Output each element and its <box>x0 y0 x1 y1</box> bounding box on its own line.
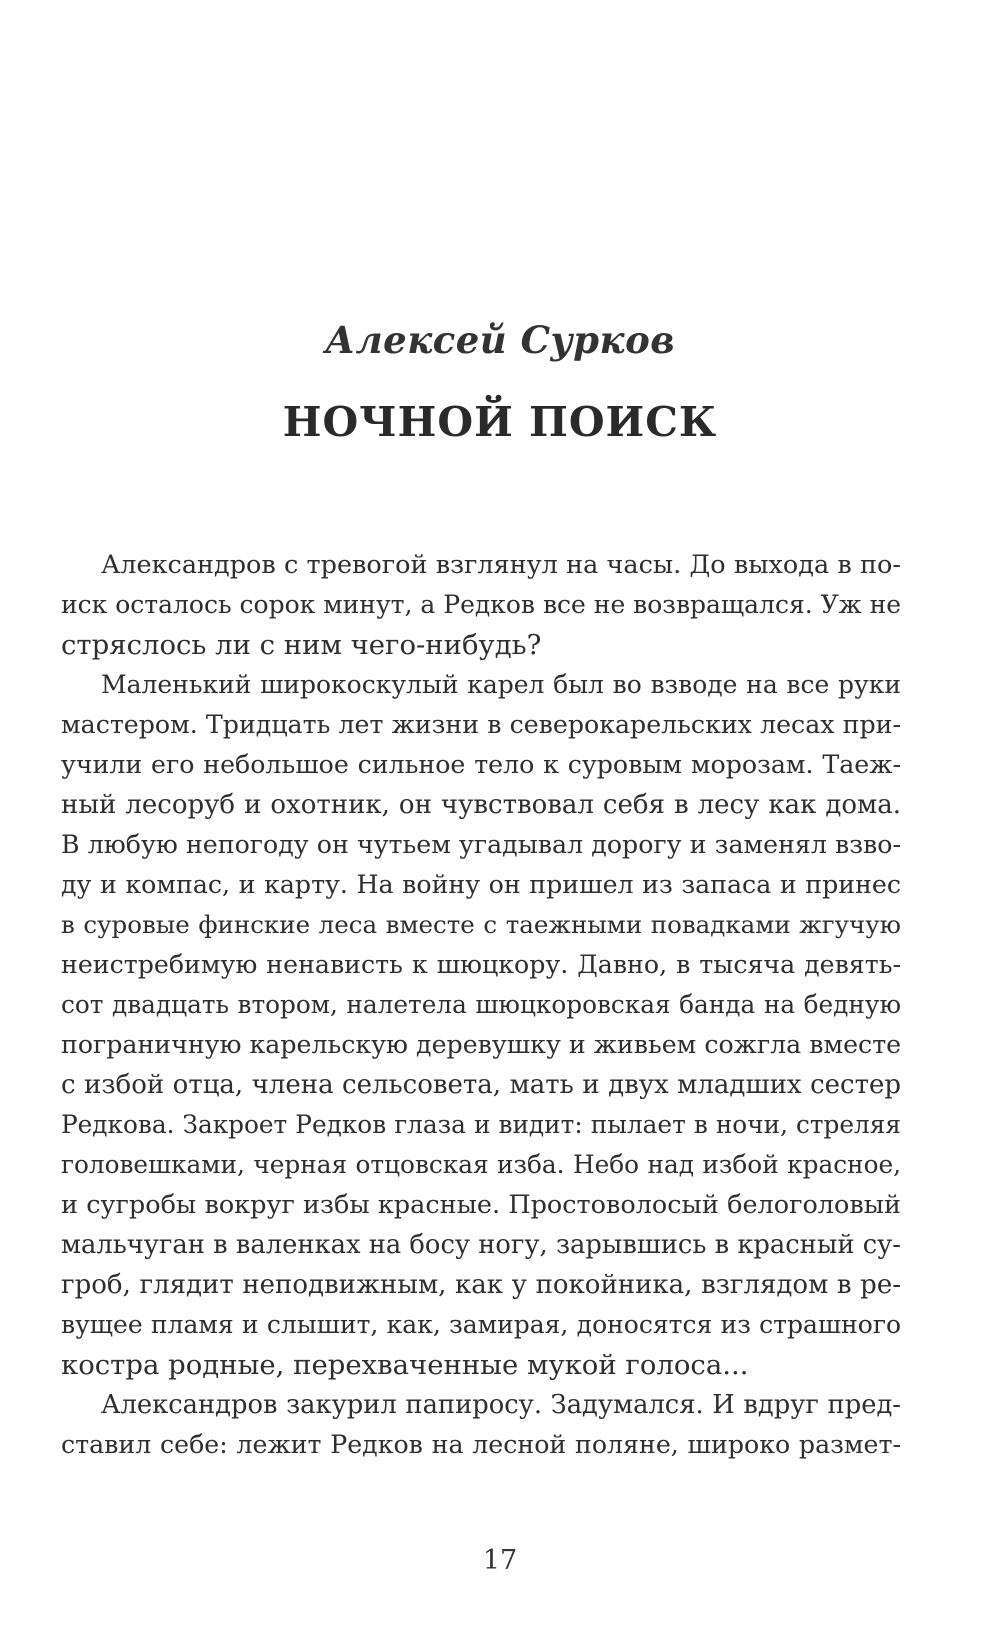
text-line: головешками, черная отцовская изба. Небо над избой красное, <box>61 1150 901 1179</box>
text-line: неистребимую ненависть к шюцкору. Давно, в тысяча девять- <box>61 950 901 979</box>
text-line: Александров с тревогой взглянул на часы. До выхода в по- <box>101 550 901 580</box>
text-line: стряслось ли с ним чего-нибудь? <box>61 629 542 661</box>
text-line: учили его небольшое сильное тело к суровым морозам. Таеж- <box>61 750 901 779</box>
text-line: ный лесоруб и охотник, он чувствовал себя в лесу как дома. <box>61 790 901 820</box>
author-name: Алексей Сурков <box>324 318 676 362</box>
text-line: с избой отца, члена сельсовета, мать и двух младших сестер <box>61 1070 901 1100</box>
paragraph <box>61 545 901 665</box>
text-line: и сугробы вокруг избы красные. Простоволосый белоголовый <box>61 1190 901 1220</box>
text-line: пограничную карельскую деревушку и живьем сожгла вместе <box>61 1030 902 1059</box>
text-line: Александров закурил папиросу. Задумался. И вдруг пред- <box>101 1390 901 1420</box>
text-line: мальчуган в валенках на босу ногу, зарывшись в красный су- <box>61 1230 901 1260</box>
text-line: костра родные, перехваченные мукой голоса... <box>61 1349 749 1381</box>
text-line: Маленький широкоскулый карел был во взводе на все руки <box>101 670 901 699</box>
page-number: 17 <box>482 1545 518 1576</box>
text-line: В любую непогоду он чутьем угадывал дорогу и заменял взво- <box>61 830 901 859</box>
text-line: Редкова. Закроет Редков глаза и видит: пылает в ночи, стреляя <box>61 1110 901 1139</box>
text-line: ду и компас, и карту. На войну он пришел из запаса и принес <box>61 870 901 899</box>
body-text <box>61 545 901 1465</box>
text-line: в суровые финские леса вместе с таежными повадками жгучую <box>61 910 901 939</box>
text-line: ставил себе: лежит Редков на лесной поляне, широко размет- <box>61 1430 901 1459</box>
text-line: сот двадцать втором, налетела шюцкоровская банда на бедную <box>61 990 901 1019</box>
text-line: мастером. Тридцать лет жизни в северокарельских лесах при- <box>61 710 901 739</box>
text-line: вущее пламя и слышит, как, замирая, доносятся из страшного <box>61 1310 901 1339</box>
paragraph <box>61 1385 901 1465</box>
chapter-title: НОЧНОЙ ПОИСК <box>282 398 718 446</box>
text-line: иск осталось сорок минут, а Редков все не возвращался. Уж не <box>61 590 902 619</box>
text-line: гроб, глядит неподвижным, как у покойника, взглядом в ре- <box>61 1270 901 1300</box>
paragraph <box>61 665 901 1385</box>
